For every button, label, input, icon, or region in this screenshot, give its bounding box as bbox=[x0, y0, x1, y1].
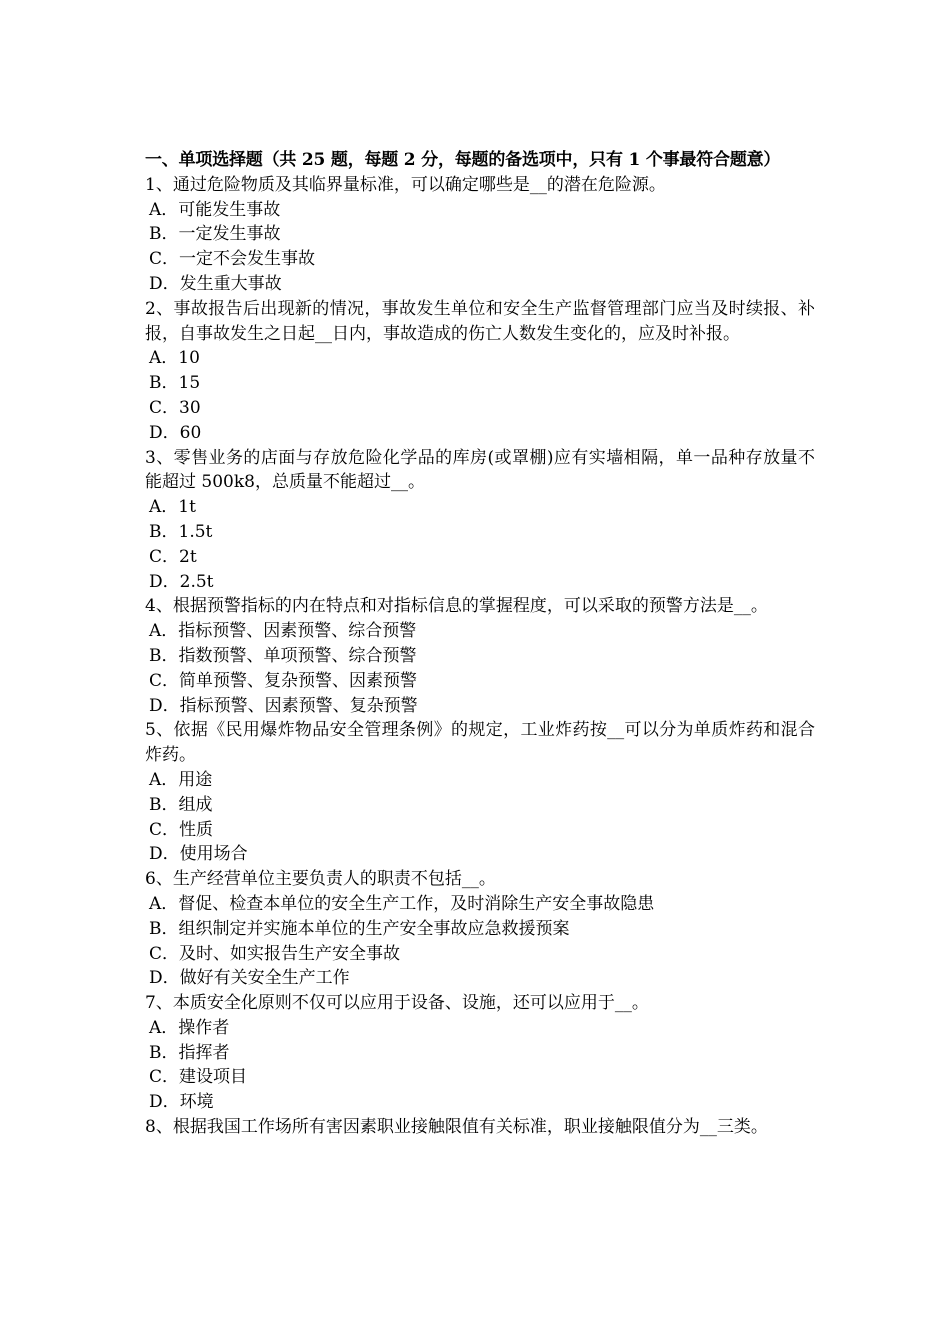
option-letter: B． bbox=[149, 794, 179, 815]
answer-option bbox=[145, 1041, 815, 1066]
option-text: 2t bbox=[179, 546, 197, 567]
option-letter: D． bbox=[149, 968, 180, 989]
answer-option bbox=[145, 644, 815, 669]
answer-option bbox=[145, 421, 815, 446]
answer-option bbox=[145, 842, 815, 867]
option-text: 做好有关安全生产工作 bbox=[179, 968, 350, 989]
question-text: 7、本质安全化原则不仅可以应用于设备、设施，还可以应用于__。 bbox=[145, 993, 649, 1014]
option-letter: C． bbox=[149, 819, 180, 840]
question-text: 1、通过危险物质及其临界量标准，可以确定哪些是__的潜在危险源。 bbox=[145, 174, 666, 195]
answer-option bbox=[145, 917, 815, 942]
question-text: 6、生产经营单位主要负责人的职责不包括__。 bbox=[145, 869, 496, 890]
option-letter: B． bbox=[149, 918, 179, 939]
answer-option bbox=[145, 545, 815, 570]
option-letter: C． bbox=[149, 249, 180, 270]
answer-option bbox=[145, 346, 815, 371]
option-list bbox=[145, 768, 815, 867]
answer-option bbox=[145, 495, 815, 520]
option-text: 30 bbox=[179, 397, 201, 418]
answer-option bbox=[145, 966, 815, 991]
answer-option bbox=[145, 768, 815, 793]
option-letter: D． bbox=[149, 571, 180, 592]
option-text: 10 bbox=[178, 348, 200, 369]
question-block bbox=[145, 718, 815, 867]
option-text: 2.5t bbox=[179, 571, 214, 592]
question-block bbox=[145, 867, 815, 991]
option-letter: A． bbox=[149, 199, 179, 220]
option-letter: B． bbox=[149, 645, 179, 666]
option-letter: A． bbox=[149, 893, 179, 914]
question-block bbox=[145, 991, 815, 1115]
answer-option bbox=[145, 198, 815, 223]
option-letter: A． bbox=[149, 621, 179, 642]
option-text: 发生重大事故 bbox=[179, 273, 282, 294]
option-text: 15 bbox=[178, 373, 201, 394]
option-text: 用途 bbox=[178, 769, 213, 790]
option-text: 使用场合 bbox=[179, 844, 248, 865]
question-block bbox=[145, 1115, 815, 1140]
question-block bbox=[145, 446, 815, 595]
option-list bbox=[145, 495, 815, 594]
option-text: 一定发生事故 bbox=[178, 224, 281, 245]
answer-option bbox=[145, 793, 815, 818]
exam-document bbox=[145, 148, 815, 1140]
option-letter: A． bbox=[149, 497, 179, 518]
option-list bbox=[145, 346, 815, 445]
option-text: 指挥者 bbox=[178, 1042, 230, 1063]
option-letter: A． bbox=[149, 1017, 179, 1038]
option-letter: B． bbox=[149, 1042, 179, 1063]
option-letter: B． bbox=[149, 373, 179, 394]
option-letter: D． bbox=[149, 844, 180, 865]
option-text: 指数预警、单项预警、综合预警 bbox=[178, 645, 417, 666]
question-block bbox=[145, 297, 815, 446]
option-text: 及时、如实报告生产安全事故 bbox=[179, 943, 401, 964]
option-list bbox=[145, 1016, 815, 1115]
option-text: 性质 bbox=[179, 819, 214, 840]
option-text: 一定不会发生事故 bbox=[179, 249, 316, 270]
option-text: 1.5t bbox=[178, 521, 213, 542]
option-letter: A． bbox=[149, 348, 179, 369]
option-letter: A． bbox=[149, 769, 179, 790]
option-text: 环境 bbox=[179, 1092, 214, 1113]
section-heading: 一、单项选择题（共 25 题，每题 2 分，每题的备选项中，只有 1 个事最符合题意） bbox=[145, 150, 781, 170]
question-block bbox=[145, 173, 815, 297]
option-text: 1t bbox=[178, 497, 196, 518]
answer-option bbox=[145, 520, 815, 545]
answer-option bbox=[145, 1065, 815, 1090]
answer-option bbox=[145, 818, 815, 843]
answer-option bbox=[145, 942, 815, 967]
option-list bbox=[145, 619, 815, 718]
answer-option bbox=[145, 619, 815, 644]
option-list bbox=[145, 892, 815, 991]
option-text: 简单预警、复杂预警、因素预警 bbox=[179, 670, 418, 691]
option-letter: B． bbox=[149, 521, 179, 542]
option-text: 建设项目 bbox=[179, 1067, 248, 1088]
option-text: 60 bbox=[179, 422, 202, 443]
question-text: 5、依据《民用爆炸物品安全管理条例》的规定，工业炸药按__可以分为单质炸药和混合炸药。 bbox=[145, 720, 815, 766]
answer-option bbox=[145, 1016, 815, 1041]
option-letter: C． bbox=[149, 1067, 180, 1088]
question-text: 2、事故报告后出现新的情况，事故发生单位和安全生产监督管理部门应当及时续报、补报，自事故发生之日起__日内，事故造成的伤亡人数发生变化的，应及时补报。 bbox=[145, 298, 815, 344]
option-text: 组成 bbox=[178, 794, 213, 815]
option-text: 督促、检查本单位的安全生产工作，及时消除生产安全事故隐患 bbox=[178, 893, 655, 914]
option-letter: D． bbox=[149, 1092, 180, 1113]
option-text: 可能发生事故 bbox=[178, 199, 281, 220]
answer-option bbox=[145, 247, 815, 272]
option-letter: D． bbox=[149, 422, 180, 443]
option-letter: B． bbox=[149, 224, 179, 245]
answer-option bbox=[145, 396, 815, 421]
option-letter: D． bbox=[149, 273, 180, 294]
answer-option bbox=[145, 272, 815, 297]
question-list bbox=[145, 173, 815, 1140]
answer-option bbox=[145, 694, 815, 719]
option-letter: C． bbox=[149, 546, 180, 567]
question-text: 3、零售业务的店面与存放危险化学品的库房(或罩棚)应有实墙相隔，单一品种存放量不能超过 500k8，总质量不能超过__。 bbox=[145, 447, 815, 493]
answer-option bbox=[145, 222, 815, 247]
option-letter: C． bbox=[149, 670, 180, 691]
option-text: 操作者 bbox=[178, 1017, 230, 1038]
answer-option bbox=[145, 570, 815, 595]
question-text: 4、根据预警指标的内在特点和对指标信息的掌握程度，可以采取的预警方法是__。 bbox=[145, 596, 768, 617]
option-text: 组织制定并实施本单位的生产安全事故应急救援预案 bbox=[178, 918, 570, 939]
option-letter: D． bbox=[149, 695, 180, 716]
answer-option bbox=[145, 371, 815, 396]
answer-option bbox=[145, 1090, 815, 1115]
option-list bbox=[145, 198, 815, 297]
question-text: 8、根据我国工作场所有害因素职业接触限值有关标准，职业接触限值分为__三类。 bbox=[145, 1117, 768, 1138]
answer-option bbox=[145, 892, 815, 917]
option-letter: C． bbox=[149, 397, 180, 418]
option-text: 指标预警、因素预警、复杂预警 bbox=[179, 695, 418, 716]
answer-option bbox=[145, 669, 815, 694]
option-text: 指标预警、因素预警、综合预警 bbox=[178, 621, 417, 642]
option-letter: C． bbox=[149, 943, 180, 964]
question-block bbox=[145, 594, 815, 718]
